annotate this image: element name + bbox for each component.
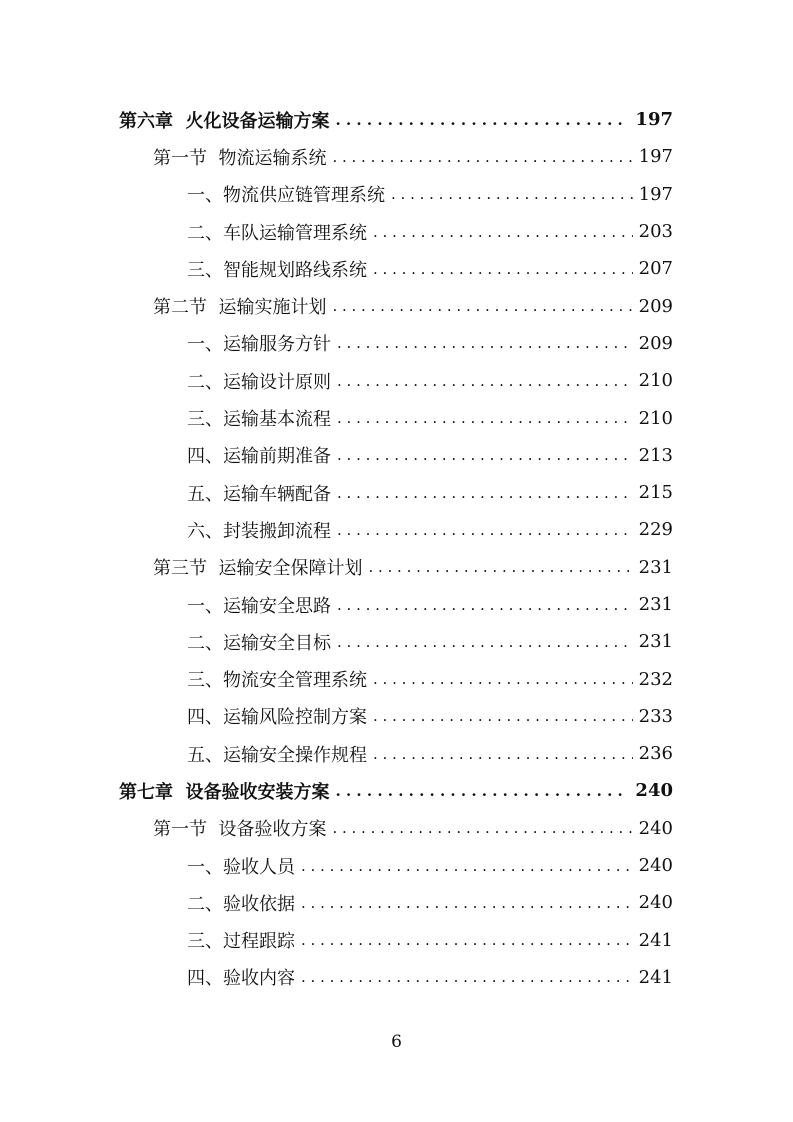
toc-entry-title: 四、运输前期准备 <box>187 446 331 468</box>
toc-subsection-entry[interactable] <box>0 660 793 697</box>
toc-entry-page: 231 <box>638 631 673 653</box>
toc-subsection-entry[interactable] <box>0 959 793 996</box>
toc-entry-page: 207 <box>638 258 673 280</box>
toc-entry-page: 209 <box>638 295 673 317</box>
toc-subsection-entry[interactable] <box>0 884 793 921</box>
toc-entry-title: 第一节 物流运输系统 <box>153 147 327 169</box>
toc-entry-title: 六、封装搬卸流程 <box>187 520 331 542</box>
toc-entry-title: 三、物流安全管理系统 <box>187 670 367 692</box>
toc-subsection-entry[interactable] <box>0 176 793 213</box>
toc-subsection-entry[interactable] <box>0 586 793 623</box>
dot-leader <box>337 633 633 651</box>
dot-leader <box>336 782 630 800</box>
toc-entry-title: 二、运输设计原则 <box>187 371 331 393</box>
toc-entry-page: 229 <box>638 519 673 541</box>
toc-entry-title: 二、运输安全目标 <box>187 632 331 654</box>
dot-leader <box>301 857 633 875</box>
toc-entry-page: 232 <box>638 668 673 690</box>
toc-entry-page: 240 <box>638 817 673 839</box>
toc-entry-page: 241 <box>638 966 673 988</box>
dot-leader <box>373 260 633 278</box>
toc-entry-title: 四、运输风险控制方案 <box>187 707 367 729</box>
dot-leader <box>332 819 632 837</box>
toc-entry-page: 240 <box>638 855 673 877</box>
dot-leader <box>301 968 633 986</box>
toc-subsection-entry[interactable] <box>0 847 793 884</box>
dot-leader <box>332 297 632 315</box>
toc-subsection-entry[interactable] <box>0 250 793 287</box>
toc-entry-title: 三、智能规划路线系统 <box>187 259 367 281</box>
dot-leader <box>301 931 633 949</box>
toc-subsection-entry[interactable] <box>0 698 793 735</box>
toc-section-entry[interactable] <box>0 287 793 324</box>
toc-subsection-entry[interactable] <box>0 623 793 660</box>
toc-entry-title: 一、运输安全思路 <box>187 595 331 617</box>
toc-entry-title: 二、车队运输管理系统 <box>187 222 367 244</box>
toc-entry-page: 213 <box>638 444 673 466</box>
toc-subsection-entry[interactable] <box>0 474 793 511</box>
dot-leader <box>301 894 633 912</box>
toc-entry-title: 第三节 运输安全保障计划 <box>153 558 363 580</box>
toc-entry-page: 240 <box>638 892 673 914</box>
toc-entry-page: 236 <box>638 743 673 765</box>
dot-leader <box>391 185 633 203</box>
toc-subsection-entry[interactable] <box>0 325 793 362</box>
toc-entry-title: 一、物流供应链管理系统 <box>187 185 385 207</box>
toc-subsection-entry[interactable] <box>0 735 793 772</box>
toc-entry-title: 三、过程跟踪 <box>187 931 295 953</box>
toc-entry-page: 197 <box>635 109 673 131</box>
toc-subsection-entry[interactable] <box>0 922 793 959</box>
toc-entry-title: 五、运输车辆配备 <box>187 483 331 505</box>
dot-leader <box>337 446 633 464</box>
dot-leader <box>336 111 630 129</box>
toc-entry-title: 一、运输服务方针 <box>187 334 331 356</box>
toc-entry-page: 210 <box>638 370 673 392</box>
toc-subsection-entry[interactable] <box>0 362 793 399</box>
dot-leader <box>337 484 633 502</box>
dot-leader <box>373 707 633 725</box>
toc-section-entry[interactable] <box>0 138 793 175</box>
toc-entry-page: 209 <box>638 332 673 354</box>
toc-entry-page: 197 <box>638 146 673 168</box>
dot-leader <box>373 670 633 688</box>
dot-leader <box>337 372 633 390</box>
toc-entry-title: 二、验收依据 <box>187 893 295 915</box>
toc-entry-title: 第二节 运输实施计划 <box>153 297 327 319</box>
toc-entry-page: 231 <box>638 556 673 578</box>
toc-entry-title: 第七章 设备验收安装方案 <box>119 781 330 803</box>
toc-section-entry[interactable] <box>0 810 793 847</box>
toc-entry-page: 215 <box>638 482 673 504</box>
toc-subsection-entry[interactable] <box>0 437 793 474</box>
table-of-contents <box>0 101 793 996</box>
toc-entry-page: 203 <box>638 221 673 243</box>
toc-entry-page: 197 <box>638 183 673 205</box>
toc-section-entry[interactable] <box>0 549 793 586</box>
toc-subsection-entry[interactable] <box>0 213 793 250</box>
toc-subsection-entry[interactable] <box>0 399 793 436</box>
toc-entry-title: 五、运输安全操作规程 <box>187 744 367 766</box>
toc-entry-page: 231 <box>638 594 673 615</box>
toc-entry-page: 241 <box>638 929 673 951</box>
toc-entry-title: 一、验收人员 <box>187 856 295 878</box>
toc-chapter-entry[interactable] <box>0 101 793 138</box>
toc-entry-page: 233 <box>638 705 673 727</box>
dot-leader <box>373 223 633 241</box>
dot-leader <box>337 334 633 352</box>
toc-entry-page: 240 <box>635 780 673 802</box>
toc-entry-page: 210 <box>638 407 673 429</box>
toc-entry-title: 第六章 火化设备运输方案 <box>119 110 330 132</box>
dot-leader <box>337 596 633 614</box>
page-number: 6 <box>391 1032 402 1052</box>
dot-leader <box>332 148 632 166</box>
dot-leader <box>337 409 633 427</box>
toc-chapter-entry[interactable] <box>0 772 793 809</box>
toc-entry-title: 第一节 设备验收方案 <box>153 819 327 841</box>
toc-entry-title: 四、验收内容 <box>187 968 295 990</box>
dot-leader <box>337 521 633 539</box>
toc-subsection-entry[interactable] <box>0 511 793 548</box>
toc-entry-title: 三、运输基本流程 <box>187 409 331 431</box>
dot-leader <box>373 745 633 763</box>
dot-leader <box>368 558 632 576</box>
